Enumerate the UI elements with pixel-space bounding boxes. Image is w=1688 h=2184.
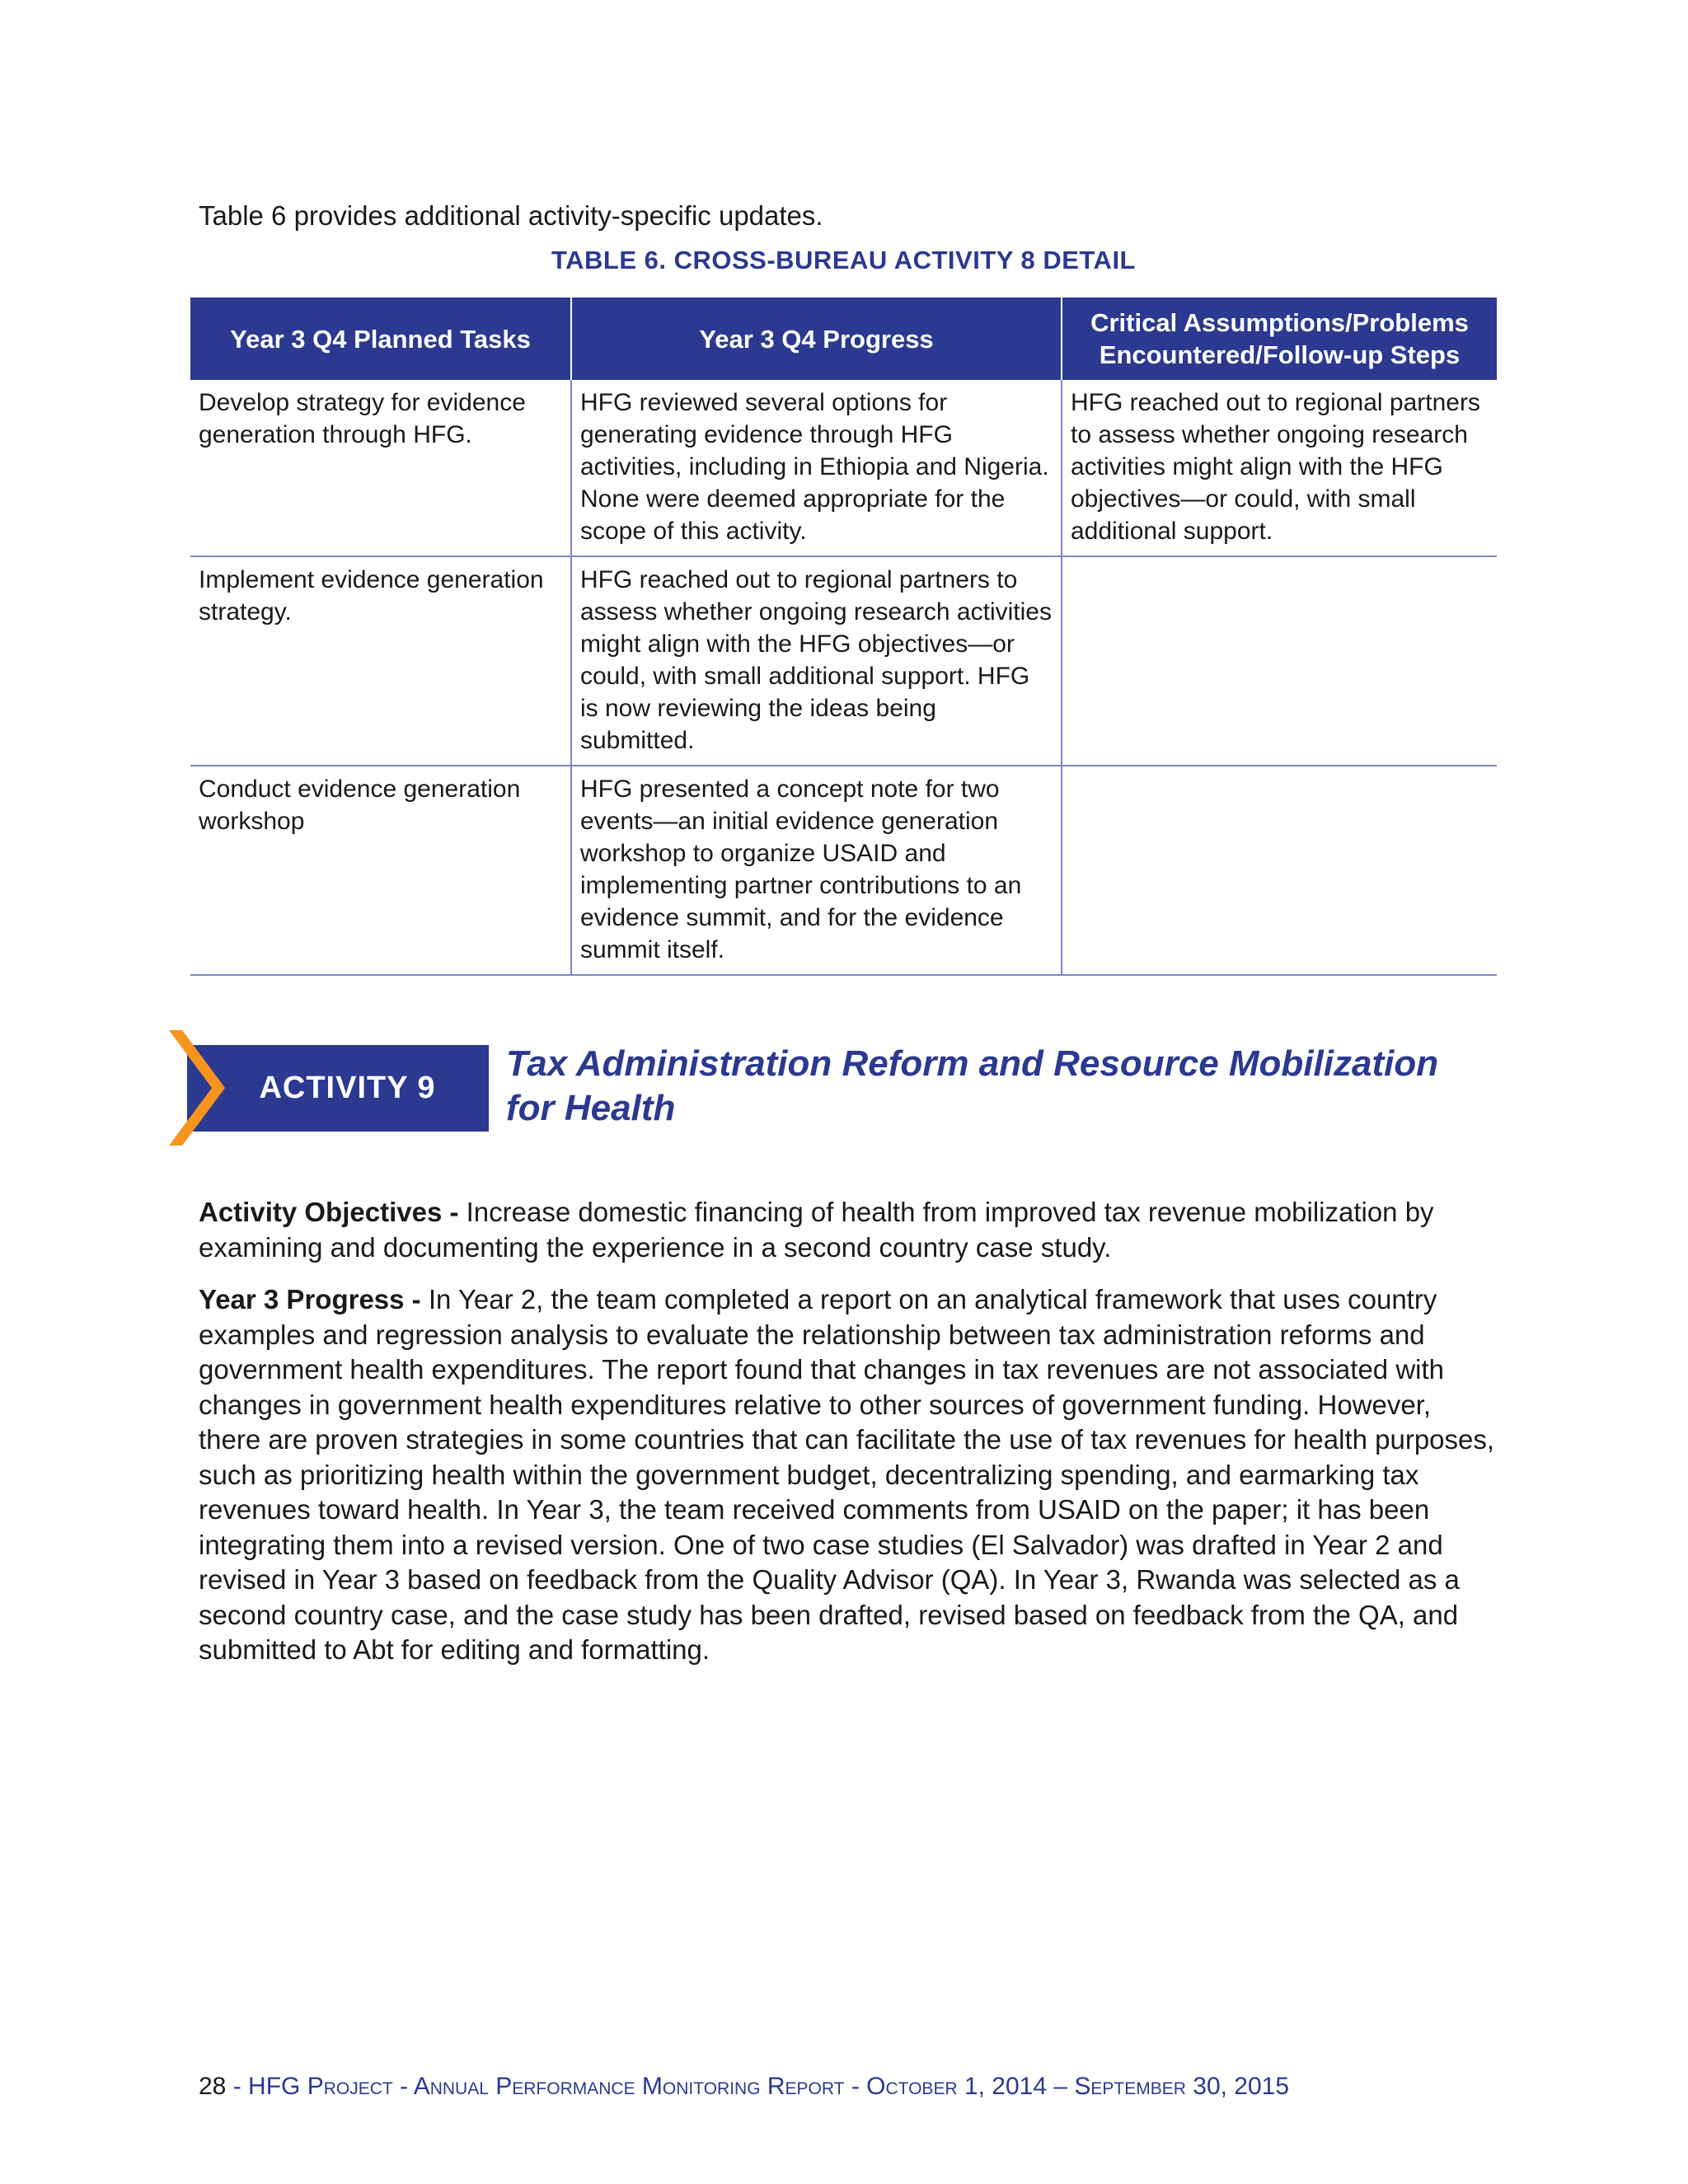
footer-text: - HFG Project - Annual Performance Monitoring Report - October 1, 2014 – September 30, 2015 <box>226 2073 1290 2100</box>
table-cell-task: Develop strategy for evidence generation through HFG. <box>190 380 571 556</box>
column-header-planned-tasks: Year 3 Q4 Planned Tasks <box>190 298 571 380</box>
activity-title: Tax Administration Reform and Resource Mobilization for Health <box>506 1043 1439 1128</box>
progress-text: In Year 2, the team completed a report on an analytical framework that uses country examples and regression analysis to evaluate the relationship between tax administration reforms and government health expenditures. The report found that changes in tax revenues are not associated with changes in government health expenditures relative to other sources of government funding. However, there are proven strategies in some countries that can facilitate the use of tax revenues for health purposes, such as prioritizing health within the government budget, decentralizing spending, and earmarking tax revenues toward health. In Year 3, the team received comments from USAID on the paper; it has been integrating them into a revised version. One of two case studies (El Salvador) was drafted in Year 2 and revised in Year 3 based on feedback from the Quality Advisor (QA). In Year 3, Rwanda was selected as a second country case, and the case study has been drafted, revised based on feedback from the QA, and submitted to Abt for editing and formatting. <box>199 1284 1495 1665</box>
table-cell-progress: HFG reviewed several options for generating evidence through HFG activities, including in Ethiopia and Nigeria. None were deemed appropriate for the scope of this activity. <box>571 380 1062 556</box>
activity-banner <box>169 1030 490 1146</box>
table-cell-assumptions <box>1062 766 1497 975</box>
progress-lead: Year 3 Progress - <box>199 1284 429 1315</box>
table-header-row <box>190 298 1497 380</box>
page-footer <box>199 2073 1289 2101</box>
table-caption: TABLE 6. CROSS-BUREAU ACTIVITY 8 DETAIL <box>551 246 1136 274</box>
column-header-assumptions: Critical Assumptions/Problems Encountered/Follow-up Steps <box>1062 298 1497 380</box>
table-row <box>190 380 1497 556</box>
column-header-progress: Year 3 Q4 Progress <box>571 298 1062 380</box>
table-cell-assumptions: HFG reached out to regional partners to assess whether ongoing research activities might align with the HFG objectives—or could, with small additional support. <box>1062 380 1497 556</box>
table-cell-task: Implement evidence generation strategy. <box>190 556 571 766</box>
objectives-text: Increase domestic financing of health from improved tax revenue mobilization by examining and documenting the experience in a second country case study. <box>199 1197 1434 1263</box>
table-row <box>190 766 1497 975</box>
objectives-paragraph <box>199 1195 1497 1265</box>
table-cell-task: Conduct evidence generation workshop <box>190 766 571 975</box>
table-row <box>190 556 1497 766</box>
objectives-lead: Activity Objectives - <box>199 1197 467 1227</box>
activity-label: ACTIVITY 9 <box>259 1071 436 1105</box>
table-cell-progress: HFG presented a concept note for two events—an initial evidence generation workshop to organize USAID and implementing partner contributions to an evidence summit, and for the evidence summit itself. <box>571 766 1062 975</box>
page-number: 28 <box>199 2073 227 2100</box>
progress-paragraph <box>199 1282 1497 1668</box>
table-cell-assumptions <box>1062 556 1497 766</box>
intro-text: Table 6 provides additional activity-specific updates. <box>199 200 823 231</box>
table-cell-progress: HFG reached out to regional partners to assess whether ongoing research activities might align with the HFG objectives—or could, with small additional support. HFG is now reviewing the ideas being submitted. <box>571 556 1062 766</box>
activity-detail-table <box>190 298 1497 976</box>
